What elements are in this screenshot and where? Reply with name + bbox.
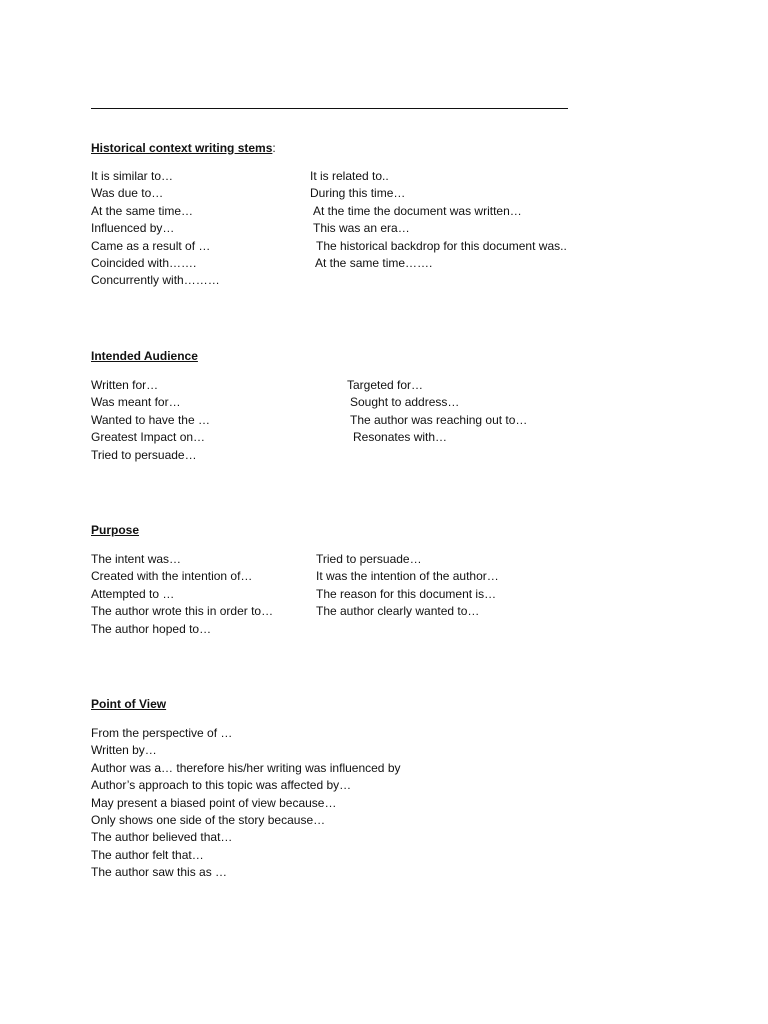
stem-line: The author felt that… bbox=[91, 847, 204, 862]
stem-line: Concurrently with……… bbox=[91, 273, 220, 288]
stem-line: Sought to address… bbox=[350, 395, 460, 410]
stem-line: Written by… bbox=[91, 743, 157, 758]
stem-line: The historical backdrop for this document was.. bbox=[316, 238, 567, 253]
stem-line: May present a biased point of view because… bbox=[91, 795, 337, 810]
stem-line: The author wrote this in order to… bbox=[91, 604, 274, 619]
stem-line: Author’s approach to this topic was affected by… bbox=[91, 778, 352, 793]
stem-line: Influenced by… bbox=[91, 221, 175, 236]
stem-line: At the time the document was written… bbox=[313, 203, 522, 218]
stem-line: It was the intention of the author… bbox=[316, 569, 499, 584]
stem-line: The author saw this as … bbox=[91, 865, 228, 880]
stem-line: Targeted for… bbox=[347, 378, 424, 392]
stem-line: Only shows one side of the story because… bbox=[91, 812, 326, 827]
stem-line: At the same time……. bbox=[315, 255, 433, 270]
intended-audience-heading: Intended Audience bbox=[91, 349, 198, 363]
purpose-stems-right bbox=[316, 551, 499, 621]
stem-line: It is similar to… bbox=[91, 169, 174, 183]
stem-line: The author was reaching out to… bbox=[350, 412, 528, 427]
stem-line: Was due to… bbox=[91, 186, 164, 201]
purpose-stems-left bbox=[91, 551, 273, 638]
stem-line: The author clearly wanted to… bbox=[316, 604, 480, 619]
blank-name-line bbox=[91, 108, 568, 109]
purpose-heading: Purpose bbox=[91, 523, 140, 537]
stem-line: The reason for this document is… bbox=[316, 586, 497, 601]
stem-line: Came as a result of … bbox=[91, 238, 211, 253]
audience-stems-right bbox=[347, 377, 527, 447]
stem-line: Tried to persuade… bbox=[316, 552, 422, 566]
historical-context-heading-colon: : bbox=[272, 141, 276, 155]
stem-line: The author believed that… bbox=[91, 830, 233, 845]
stem-line: At the same time… bbox=[91, 203, 194, 218]
historical-stems-left bbox=[91, 168, 220, 290]
stem-line: Attempted to … bbox=[91, 586, 175, 601]
stem-line: Created with the intention of… bbox=[91, 569, 253, 584]
historical-context-heading-text: Historical context writing stems bbox=[91, 141, 273, 155]
historical-stems-right bbox=[310, 168, 567, 272]
point-of-view-heading: Point of View bbox=[91, 697, 167, 711]
stem-line: Coincided with……. bbox=[91, 255, 197, 270]
stem-line: This was an era… bbox=[313, 221, 410, 236]
stem-line: The author hoped to… bbox=[91, 621, 212, 636]
stem-line: The intent was… bbox=[91, 552, 182, 566]
stem-line: It is related to.. bbox=[310, 169, 389, 183]
stem-line: Resonates with… bbox=[353, 430, 448, 445]
stem-line: Was meant for… bbox=[91, 395, 181, 410]
historical-context-heading bbox=[91, 140, 276, 157]
stem-line: From the perspective of … bbox=[91, 726, 233, 740]
pov-stems bbox=[91, 725, 401, 882]
stem-line: Author was a… therefore his/her writing was influenced by bbox=[91, 760, 401, 775]
stem-line: During this time… bbox=[310, 186, 406, 201]
stem-line: Greatest Impact on… bbox=[91, 430, 206, 445]
audience-stems-left bbox=[91, 377, 210, 464]
stem-line: Written for… bbox=[91, 378, 159, 392]
stem-line: Tried to persuade… bbox=[91, 447, 197, 462]
stem-line: Wanted to have the … bbox=[91, 412, 210, 427]
